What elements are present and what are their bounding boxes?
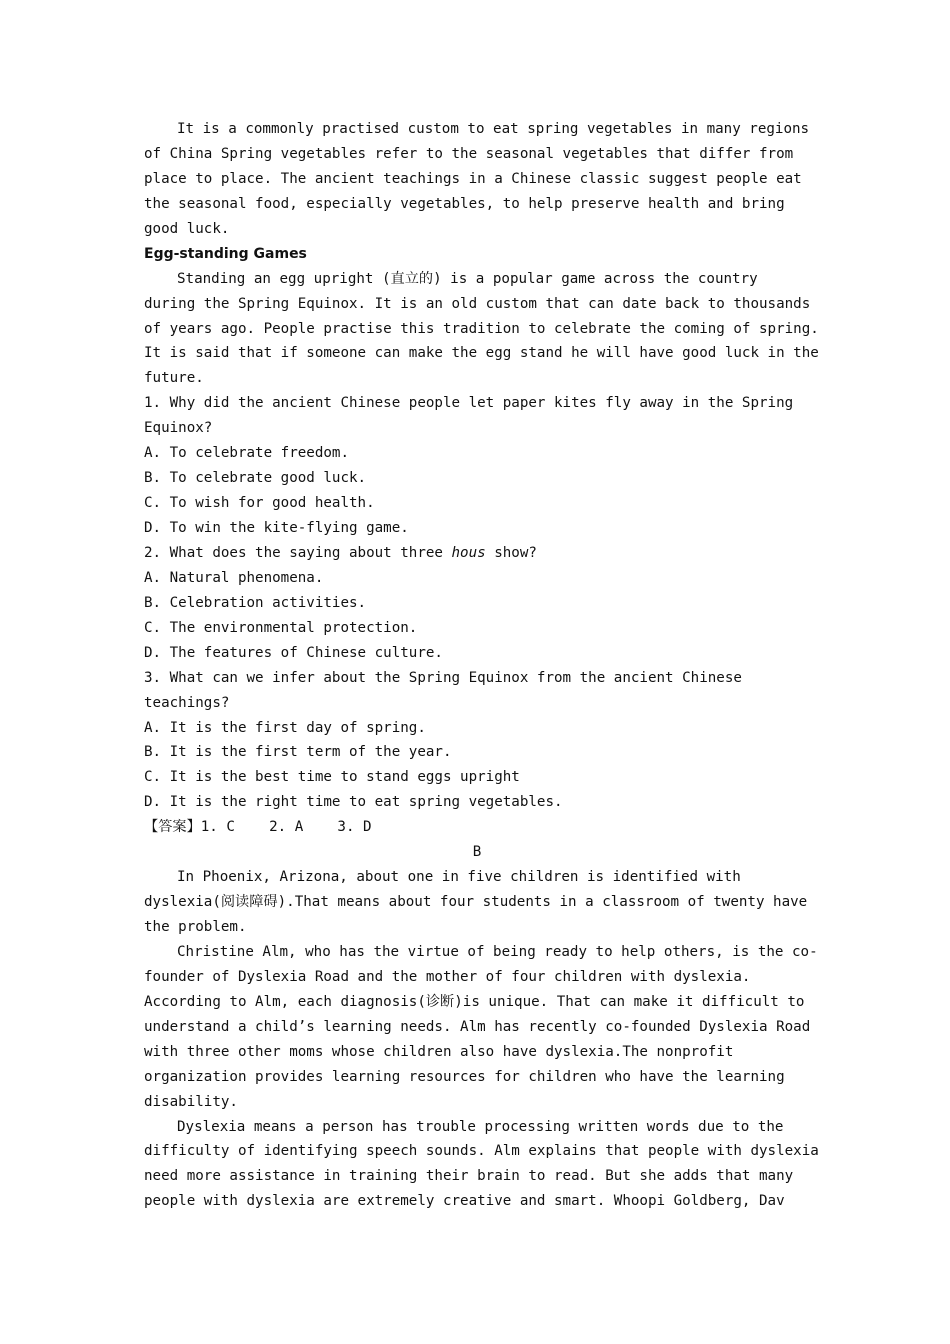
document-page [144, 117, 819, 1214]
option-a: A. Natural phenomena. [144, 569, 324, 586]
text-line: understand a child’s learning needs. Alm has recently co-founded Dyslexia Road [144, 1018, 811, 1035]
text-line: organization provides learning resources for children who have the learning [144, 1068, 785, 1085]
question-stem-prefix: 2. What does the saying about three [144, 544, 452, 561]
question-1 [144, 391, 810, 541]
text-line: of years ago. People practise this tradition to celebrate the coming of spring. [144, 320, 819, 337]
option-c: C. The environmental protection. [144, 619, 418, 636]
text-line: place to place. The ancient teachings in a Chinese classic suggest people eat [144, 170, 802, 187]
option-c: C. To wish for good health. [144, 495, 375, 512]
text-line: difficulty of identifying speech sounds. Alm explains that people with dyslexia [144, 1143, 819, 1160]
text-line: Standing an egg upright (直立的) is a popular game across the country [177, 270, 758, 287]
option-a: A. To celebrate freedom. [144, 445, 349, 462]
option-b: B. To celebrate good luck. [144, 470, 367, 487]
text-line: It is a commonly practised custom to eat spring vegetables in many regions [177, 121, 810, 137]
text-line: the seasonal food, especially vegetables, to help preserve health and bring [144, 195, 785, 212]
question-stem: 1. Why did the ancient Chinese people let paper kites fly away in the Spring [144, 395, 794, 412]
section-label: B [472, 844, 482, 861]
option-d: D. The features of Chinese culture. [144, 644, 443, 661]
option-d: D. To win the kite-flying game. [144, 520, 409, 536]
answer-key: 【答案】1. C 2. A 3. D [144, 819, 372, 836]
paragraph-spring-vegetables [144, 117, 810, 242]
text-line: during the Spring Equinox. It is an old custom that can date back to thousands [144, 295, 811, 312]
text-line: Christine Alm, who has the virtue of being ready to help others, is the co- [177, 943, 818, 960]
text-line: Dyslexia means a person has trouble processing written words due to the [177, 1118, 784, 1135]
section-heading: Egg-standing Games [144, 245, 307, 262]
text-line: dyslexia(阅读障碍).That means about four students in a classroom of twenty have [144, 894, 808, 911]
option-a: A. It is the first day of spring. [144, 719, 426, 736]
question-stem: Equinox? [144, 420, 213, 437]
question-stem: teachings? [144, 694, 230, 711]
question-stem-italic: hous [451, 544, 486, 561]
paragraph-egg-standing [144, 267, 819, 392]
text-line: the problem. [144, 919, 247, 935]
text-line: people with dyslexia are extremely creative and smart. Whoopi Goldberg, Dav [144, 1193, 785, 1210]
text-line: of China Spring vegetables refer to the seasonal vegetables that differ from [144, 145, 794, 162]
option-c: C. It is the best time to stand eggs upright [144, 769, 520, 786]
question-stem-suffix: show? [485, 544, 537, 561]
text-line: disability. [144, 1093, 238, 1110]
paragraph-christine-alm [144, 940, 818, 1115]
text-line: In Phoenix, Arizona, about one in five children is identified with [177, 869, 741, 886]
question-3 [144, 666, 810, 816]
question-stem: 3. What can we infer about the Spring Equinox from the ancient Chinese [144, 669, 742, 686]
option-d: D. It is the right time to eat spring vegetables. [144, 794, 563, 811]
option-b: B. Celebration activities. [144, 594, 367, 611]
option-b: B. It is the first term of the year. [144, 744, 452, 761]
question-2 [144, 541, 810, 666]
paragraph-dyslexia-intro [144, 865, 810, 940]
paragraph-dyslexia-meaning [144, 1115, 819, 1215]
question-stem [144, 541, 810, 566]
text-line: According to Alm, each diagnosis(诊断)is unique. That can make it difficult to [144, 993, 805, 1010]
text-line: founder of Dyslexia Road and the mother of four children with dyslexia. [144, 968, 751, 985]
text-line: with three other moms whose children also have dyslexia.The nonprofit [144, 1043, 734, 1060]
text-line: good luck. [144, 220, 230, 237]
text-line: future. [144, 370, 204, 387]
text-line: It is said that if someone can make the egg stand he will have good luck in the [144, 345, 819, 362]
text-line: need more assistance in training their brain to read. But she adds that many [144, 1168, 794, 1185]
